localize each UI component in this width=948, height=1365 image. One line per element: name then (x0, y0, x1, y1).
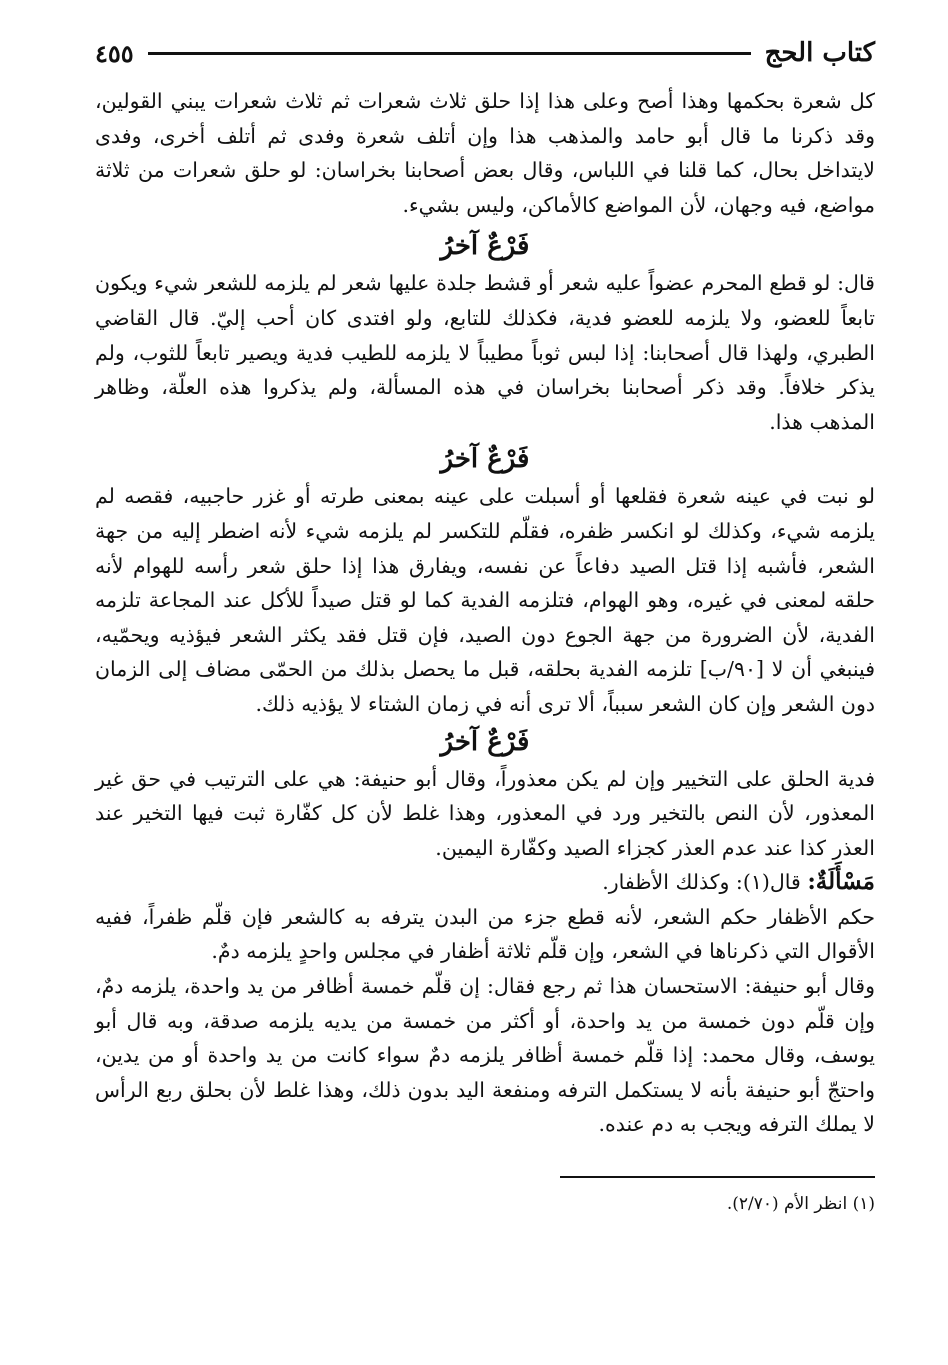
paragraph-2: قال: لو قطع المحرم عضواً عليه شعر أو قشط جلدة عليها شعر لم يلزمه للشعر شيء ويكون تابعاً للعضو، ولا يلزمه للعضو فدية، فكذلك للتابع، ولو افتدى كان أحب إليّ. قال القاضي الطبري، ولهذا قال أصحابنا: إذا لبس ثوباً مطيباً لا يلزمه للطيب فدية ويصير تابعاً للثوب، ولم يذكر خلافاً. وقد ذكر أصحابنا بخراسان في هذه المسألة، ولم يذكروا هذه العلّة، وظاهر المذهب هذا. (95, 271, 875, 434)
footnote-rule (560, 1176, 875, 1178)
paragraph-4: فدية الحلق على التخيير وإن لم يكن معذوراً، وقال أبو حنيفة: هي على الترتيب في حق غير المعذور، لأن النص بالتخير ورد في المعذور، وهذا غلط لأن كل كفّارة ثبت فيها التخير عند العذر كذا عند عدم العذر كجزاء الصيد وكفّارة اليمين. (95, 766, 875, 860)
running-header (95, 30, 875, 76)
issue-label: مَسْأَلَةٌ: (807, 868, 875, 896)
paragraph-6: وقال أبو حنيفة: الاستحسان هذا ثم رجع فقال: إن قلّم خمسة أظافر من يد واحدة، يلزمه دمٌ، وإن قلّم دون خمسة من يد واحدة، أو أكثر من خمسة من يديه يلزمه صدقة، وبه قال أبو يوسف، وقال محمد: إذا قلّم خمسة أظافر يلزمه دمٌ سواء كانت من يد واحدة أو من يدين، واحتجّ أبو حنيفة بأنه لا يستكمل الترفه ومنفعة اليد بدون ذلك، وهذا غلط لأن بحلق ربع الرأس لا يملك الترفه ويجب به دم عنده. (95, 974, 875, 1137)
header-rule (148, 52, 751, 55)
paragraph-5: حكم الأظفار حكم الشعر، لأنه قطع جزء من البدن يترفه به كالشعر فإن قلّم ظفراً، ففيه الأقوال التي ذكرناها في الشعر، وإن قلّم ثلاثة أظفار في مجلس واحدٍ يلزمه دمٌ. (95, 904, 875, 964)
book-page (95, 30, 875, 1350)
paragraph-3: لو نبت في عينه شعرة فقلعها أو أسبلت على عينه بمعنى طرته أو غزر حاجبيه، فقصه لم يلزمه شيء، وكذلك لو انكسر ظفره، فقلّم للتكسر لم يلزمه شيء لأنه اضطر إليه من جهة الشعر، فأشبه إذا قتل الصيد دفاعاً عن نفسه، ويفارق هذا إذا حلق شعر رأسه للهوام لأنه حلقه لمعنى في غيره، وهو الهوام، فتلزمه الفدية كما لو قتل صيداً للأكل عند المجاعة تلزمه الفدية، لأن الضرورة من جهة الجوع دون الصيد، فإن قتل فقد يكثر الشعر فيؤذيه ويحمّيه، فينبغي أن لا [٩٠/ب] تلزمه الفدية بحلقه، قبل ما يحصل بذلك من الحمّى مضاف إلى الزمان دون الشعر وإن كان الشعر سبباً، ألا ترى أنه في زمان الشتاء لا يؤذيه ذلك. (95, 484, 875, 716)
section-heading-1: فَرْعٌ آخرُ (440, 231, 530, 262)
issue-line (95, 865, 875, 900)
page-number: ٤٥٥ (95, 38, 134, 68)
section-heading-2: فَرْعٌ آخرُ (440, 444, 530, 475)
footnote: (١) انظر الأم (٢/٧٠). (726, 1194, 875, 1215)
book-title: كتاب الحج (764, 38, 875, 68)
section-heading-3: فَرْعٌ آخرُ (440, 726, 530, 757)
issue-text: قال(١): وكذلك الأظفار. (602, 870, 808, 895)
paragraph-1: كل شعرة بحكمها وهذا أصح وعلى هذا إذا حلق ثلاث شعرات ثم ثلاث شعرات يبني القولين، وقد ذكرنا ما قال أبو حامد والمذهب هذا وإن أتلف شعرة وفدى ثم أتلف أخرى، وفدى لايتداخل بحال، كما قلنا في اللباس، وقال بعض أصحابنا بخراسان: لو حلق شعرات من ثلاثة مواضع، فيه وجهان، لأن المواضع كالأماكن، وليس بشيء. (95, 89, 875, 217)
